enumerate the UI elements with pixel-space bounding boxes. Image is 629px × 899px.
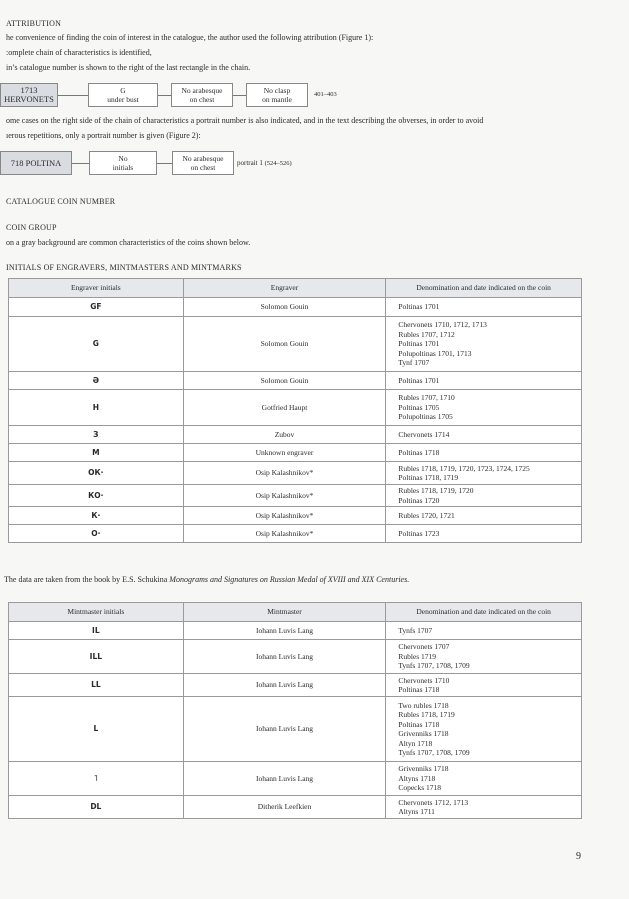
name-cell: Osip Kalashnikov* — [183, 525, 386, 543]
denomination-cell — [386, 372, 582, 390]
initials-cell: IL — [9, 622, 184, 640]
denomination-cell — [386, 485, 582, 507]
denomination-line: Chervonets 1714 — [398, 429, 450, 439]
denomination-line: Poltinas 1720 — [398, 495, 440, 505]
denomination-line: Rubles 1707, 1710 — [398, 393, 455, 403]
initials-cell: КО· — [9, 485, 184, 507]
initials-cell: Ə — [9, 372, 184, 390]
denomination-cell — [386, 762, 582, 796]
denomination-line: Rubles 1718, 1719, 1720, 1723, 1724, 1725 — [398, 463, 530, 473]
denomination-line: Poltinas 1718 — [398, 447, 440, 457]
name-cell: Iohann Luvis Lang — [183, 674, 386, 697]
table-row — [9, 485, 582, 507]
figure1-box-3-line1: No arabesque — [181, 86, 223, 95]
denomination-line: Poltinas 1718, 1719 — [398, 473, 459, 482]
denomination-line: Two rubles 1718 — [398, 700, 449, 710]
denomination-cell — [386, 444, 582, 462]
column-header: Mintmaster — [183, 603, 386, 622]
figure2-box-3-line2: on chest — [190, 163, 216, 172]
denomination-line: Poltinas 1701 — [398, 302, 440, 312]
connector — [233, 95, 246, 96]
denomination-line: Poltinas 1705 — [398, 402, 440, 412]
denomination-line: Copecks 1718 — [398, 783, 442, 793]
engravers-table-heading: INITIALS OF ENGRAVERS, MINTMASTERS AND MINTMARKS — [6, 263, 242, 272]
column-header: Denomination and date indicated on the coin — [386, 603, 582, 622]
figure2-box-2-line1: No — [118, 154, 128, 163]
table-row — [9, 426, 582, 444]
initials-cell: LL — [9, 674, 184, 697]
footnote-book-title: Monograms and Signatures on Russian Medal of XVIII and XIX Centuries. — [169, 575, 410, 584]
figure1-box-3-line2: on chest — [189, 95, 215, 104]
figure2-portrait-label: portrait 1 — [237, 159, 263, 167]
name-cell: Ditherik Leefkien — [183, 796, 386, 819]
figure1-box-2-line2: under bust — [107, 95, 139, 104]
middle-text-line-2: ıerous repetitions, only a portrait number is given (Figure 2): — [6, 131, 201, 140]
mintmasters-table — [8, 602, 582, 819]
figure1-box-4-line2: on mantle — [262, 95, 292, 104]
page-number: 9 — [576, 851, 581, 862]
denomination-line: Poltinas 1701 — [398, 375, 440, 385]
table-row — [9, 507, 582, 525]
initials-cell: К· — [9, 507, 184, 525]
denomination-cell — [386, 525, 582, 543]
figure1-box-3 — [171, 83, 233, 107]
initials-cell: M — [9, 444, 184, 462]
denomination-line: Chervonets 1710, 1712, 1713 — [398, 320, 487, 330]
denomination-line: Rubles 1719 — [398, 651, 437, 661]
denomination-cell — [386, 462, 582, 485]
name-cell: Iohann Luvis Lang — [183, 622, 386, 640]
table-row — [9, 525, 582, 543]
denomination-line: Poltinas 1701 — [398, 339, 440, 349]
column-header: Engraver — [183, 279, 386, 298]
figure1-box-2 — [88, 83, 158, 107]
table-row — [9, 697, 582, 762]
figure1-box-1-line2: HERVONETS — [4, 94, 54, 104]
denomination-line: Tynfs 1707, 1708, 1709 — [398, 661, 470, 671]
column-header: Denomination and date indicated on the coin — [386, 279, 582, 298]
figure2-box-3-line1: No arabesque — [182, 154, 224, 163]
initials-cell: L — [9, 697, 184, 762]
name-cell: Solomon Gouin — [183, 317, 386, 372]
column-header: Engraver initials — [9, 279, 184, 298]
name-cell: Iohann Luvis Lang — [183, 640, 386, 674]
denomination-line: Rubles 1718, 1719 — [398, 710, 455, 719]
denomination-line: Altyns 1711 — [398, 807, 435, 816]
table-row — [9, 444, 582, 462]
initials-cell: З — [9, 426, 184, 444]
catalogue-coin-number-label: CATALOGUE COIN NUMBER — [6, 197, 116, 206]
denomination-line: Tynfs 1707, 1708, 1709 — [398, 748, 470, 757]
denomination-line: Rubles 1720, 1721 — [398, 510, 455, 520]
denomination-cell — [386, 317, 582, 372]
name-cell: Iohann Luvis Lang — [183, 697, 386, 762]
denomination-cell — [386, 507, 582, 525]
table-row — [9, 622, 582, 640]
denomination-line: Grivenniks 1718 — [398, 729, 449, 738]
denomination-cell — [386, 426, 582, 444]
attribution-line-2: :omplete chain of characteristics is identified, — [6, 48, 152, 57]
figure1-box-1-line1: 1713 — [20, 85, 38, 95]
table-row — [9, 640, 582, 674]
connector — [72, 163, 89, 164]
connector — [58, 95, 88, 96]
denomination-line: Polupoltinas 1701, 1713 — [398, 348, 472, 358]
name-cell: Solomon Gouin — [183, 372, 386, 390]
denomination-cell — [386, 622, 582, 640]
denomination-cell — [386, 697, 582, 762]
initials-cell: ОК· — [9, 462, 184, 485]
denomination-line: Chervonets 1712, 1713 — [398, 797, 469, 807]
table-row — [9, 390, 582, 426]
denomination-cell — [386, 390, 582, 426]
figure2-box-1-line1: 718 POLTINA — [10, 157, 62, 168]
initials-cell: ˥ — [9, 762, 184, 796]
figure2-box-1 — [0, 151, 72, 175]
footnote-prefix: The data are taken from the book by E.S. Schukina — [4, 575, 170, 584]
table-header-row — [9, 279, 582, 298]
figure2-box-2-line2: initials — [112, 163, 134, 172]
figure1-box-4-line1: No clasp — [263, 86, 291, 95]
table-row — [9, 762, 582, 796]
denomination-line: Chervonets 1707 — [398, 642, 450, 652]
table-row — [9, 298, 582, 317]
figure2-box-2 — [89, 151, 157, 175]
initials-cell: О· — [9, 525, 184, 543]
connector — [157, 163, 172, 164]
attribution-heading: ATTRIBUTION — [6, 19, 62, 28]
initials-cell: G — [9, 317, 184, 372]
denomination-line: Altyn 1718 — [398, 738, 433, 748]
figure2-portrait — [237, 159, 292, 167]
coin-group-label: COIN GROUP — [6, 223, 57, 232]
name-cell: Gotfried Haupt — [183, 390, 386, 426]
table-row — [9, 317, 582, 372]
initials-cell: DL — [9, 796, 184, 819]
denomination-line: Grivenniks 1718 — [398, 764, 449, 774]
connector — [158, 95, 171, 96]
name-cell: Solomon Gouin — [183, 298, 386, 317]
denomination-cell — [386, 674, 582, 697]
initials-cell: H — [9, 390, 184, 426]
name-cell: Iohann Luvis Lang — [183, 762, 386, 796]
denomination-cell — [386, 796, 582, 819]
figure2-portrait-range: (524–526) — [264, 160, 292, 167]
engravers-table — [8, 278, 582, 543]
table-row — [9, 462, 582, 485]
name-cell: Osip Kalashnikov* — [183, 507, 386, 525]
denomination-line: Rubles 1718, 1719, 1720 — [398, 486, 474, 495]
denomination-line: Rubles 1707, 1712 — [398, 329, 455, 339]
name-cell: Osip Kalashnikov* — [183, 462, 386, 485]
gray-background-note: on a gray background are common characteristics of the coins shown below. — [6, 238, 251, 247]
denomination-line: Poltinas 1718 — [398, 719, 440, 729]
figure1-box-1 — [0, 83, 58, 107]
denomination-line: Tynf 1707 — [398, 358, 430, 368]
middle-text-line-1: ome cases on the right side of the chain of characteristics a portrait number is also indicated, and in the text describing the obverses, in order to avoid — [6, 116, 484, 125]
attribution-line-1: he convenience of finding the coin of interest in the catalogue, the author used the following attribution (Figure 1): — [6, 33, 374, 42]
footnote — [4, 574, 409, 585]
denomination-line: Polupoltinas 1705 — [398, 412, 453, 422]
table-row — [9, 674, 582, 697]
table-header-row — [9, 603, 582, 622]
table-row — [9, 796, 582, 819]
figure2-box-3 — [172, 151, 234, 175]
name-cell: Unknown engraver — [183, 444, 386, 462]
figure1-box-2-line1: G — [120, 86, 126, 95]
name-cell: Zubov — [183, 426, 386, 444]
initials-cell: ILL — [9, 640, 184, 674]
denomination-line: Altyns 1718 — [398, 773, 436, 783]
name-cell: Osip Kalashnikov* — [183, 485, 386, 507]
denomination-line: Poltinas 1723 — [398, 528, 440, 538]
denomination-line: Tynfs 1707 — [398, 625, 433, 635]
figure1-box-4 — [246, 83, 308, 107]
denomination-cell — [386, 640, 582, 674]
table-row — [9, 372, 582, 390]
denomination-cell — [386, 298, 582, 317]
denomination-line: Poltinas 1718 — [398, 685, 440, 694]
column-header: Mintmaster initials — [9, 603, 184, 622]
figure1-catalogue-number: 401–403 — [314, 91, 337, 98]
attribution-line-3: in’s catalogue number is shown to the right of the last rectangle in the chain. — [6, 63, 251, 72]
denomination-line: Chervonets 1710 — [398, 675, 450, 685]
initials-cell: GF — [9, 298, 184, 317]
